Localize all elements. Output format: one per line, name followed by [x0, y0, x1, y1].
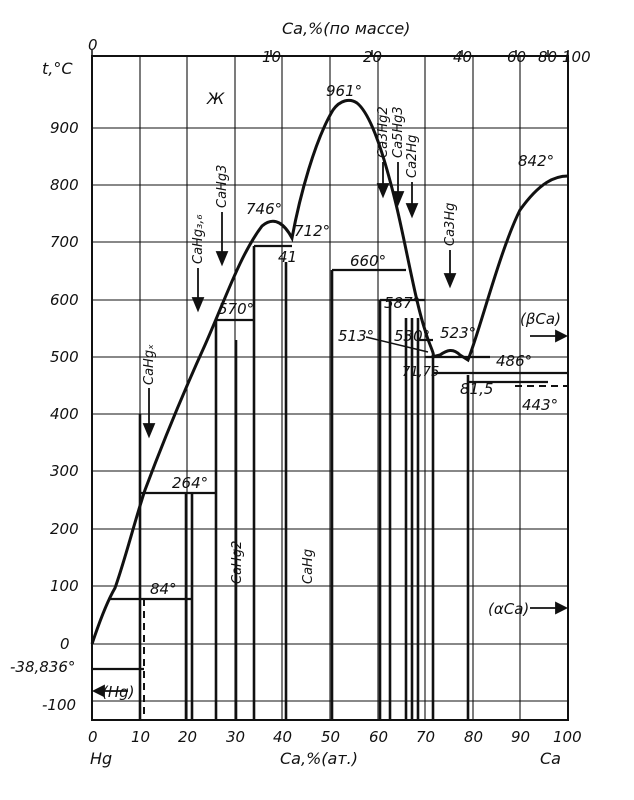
temp-712: 712° — [294, 222, 331, 240]
temp-443: 443° — [522, 396, 559, 414]
temp-530: 530° — [394, 327, 431, 345]
compound-cahg: CaHg — [301, 548, 316, 584]
compound-ca5hg3: Ca5Hg3 — [391, 106, 406, 158]
top-tick: 80 — [538, 48, 558, 66]
top-tick: 20 — [363, 48, 383, 66]
y-tick: 300 — [50, 462, 79, 480]
x-tick: 40 — [273, 728, 293, 746]
liquid-phase-label: Ж — [207, 89, 225, 108]
x-tick: 30 — [226, 728, 246, 746]
compound-cahg36: CaHg₃,₆ — [191, 214, 206, 264]
x-tick: 0 — [88, 728, 98, 746]
y-tick: 100 — [50, 577, 79, 595]
compound-ca3hg2: Ca3Hg2 — [376, 106, 391, 158]
compound-cahg2: CaHg2 — [230, 540, 245, 584]
right-element-label: Ca — [540, 749, 561, 768]
temp-7175: 71,75 — [402, 365, 440, 380]
y-tick: 200 — [50, 520, 79, 538]
top-tick: 0 — [88, 36, 98, 54]
y-axis-title: t,°C — [42, 59, 73, 78]
x-tick: 80 — [464, 728, 484, 746]
x-tick: 90 — [511, 728, 531, 746]
top-tick: 40 — [453, 48, 473, 66]
temp-486: 486° — [496, 352, 533, 370]
dashed-lines — [144, 386, 568, 720]
temp-513: 513° — [338, 327, 375, 345]
x-tick: 100 — [553, 728, 582, 746]
temp-41: 41 — [278, 248, 298, 266]
top-tick: 60 — [507, 48, 527, 66]
x-tick: 50 — [321, 728, 341, 746]
top-tick: 10 — [262, 48, 282, 66]
bottom-axis-title: Ca,%(ат.) — [280, 749, 358, 768]
grid — [92, 56, 568, 720]
left-element-label: Hg — [90, 749, 113, 768]
temp-961: 961° — [326, 82, 363, 100]
x-tick: 10 — [131, 728, 151, 746]
y-tick: -100 — [42, 696, 77, 714]
temp-523: 523° — [440, 324, 477, 342]
y-tick: 600 — [50, 291, 79, 309]
y-tick: 500 — [50, 348, 79, 366]
y-tick: 800 — [50, 176, 79, 194]
x-tick: 60 — [369, 728, 389, 746]
y-tick: 400 — [50, 405, 79, 423]
temp-84: 84° — [150, 580, 177, 598]
temp-38836: -38,836° — [10, 658, 76, 676]
y-tick: 900 — [50, 119, 79, 137]
top-tick-labels — [88, 36, 591, 66]
bottom-tick-labels — [88, 728, 582, 746]
temp-587: 587° — [384, 294, 421, 312]
beta-ca-label: (βCa) — [520, 310, 561, 328]
compound-ca3hg: Ca3Hg — [443, 202, 458, 246]
top-axis-title: Ca,%(по массе) — [282, 19, 411, 38]
temp-746: 746° — [246, 200, 283, 218]
alpha-ca-label: (αCa) — [488, 600, 530, 618]
temp-660: 660° — [350, 252, 387, 270]
y-tick: 0 — [60, 635, 70, 653]
temp-570: 570° — [218, 300, 255, 318]
y-tick: 700 — [50, 233, 79, 251]
x-tick: 70 — [416, 728, 436, 746]
compound-ca2hg: Ca2Hg — [405, 134, 420, 178]
compound-cahgx: CaHgₓ — [142, 344, 157, 385]
compound-cahg3: CaHg3 — [215, 164, 230, 208]
y-tick-labels — [42, 119, 79, 714]
temp-815: 81,5 — [460, 380, 494, 398]
temp-842: 842° — [518, 152, 555, 170]
x-tick: 20 — [178, 728, 198, 746]
top-tick: 100 — [562, 48, 591, 66]
temp-264: 264° — [172, 474, 209, 492]
hg-phase-label: (Hg) — [102, 683, 135, 701]
